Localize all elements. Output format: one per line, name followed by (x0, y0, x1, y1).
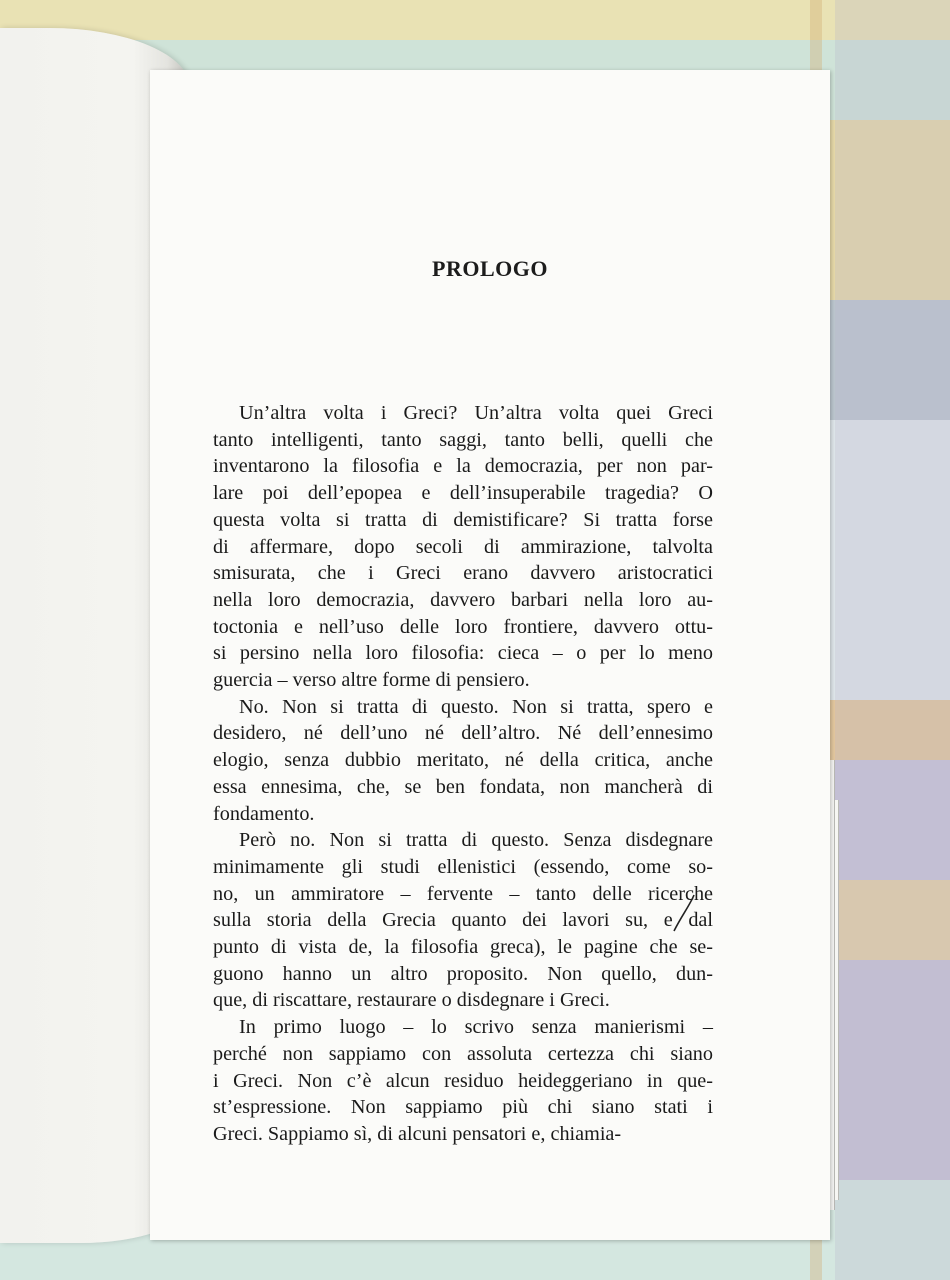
text-line: di affermare, dopo secoli di ammirazione, talvolta (213, 535, 713, 558)
text-line: elogio, senza dubbio meritato, né della critica, anche (213, 749, 713, 772)
text-line: desidero, né dell’uno né dell’altro. Né dell’ennesimo (213, 722, 713, 745)
text-line: smisurata, che i Greci erano davvero aristocratici (213, 562, 713, 585)
text-line: sulla storia della Grecia quanto dei lavori su, e dal (213, 909, 713, 932)
text-line: lare poi dell’epopea e dell’insuperabile tragedia? O (213, 482, 713, 505)
text-line: essa ennesima, che, se ben fondata, non mancherà di (213, 775, 713, 798)
text-line: inventarono la filosofia e la democrazia, per non par- (213, 455, 713, 478)
text-line: punto di vista de, la filosofia greca), le pagine che se- (213, 936, 713, 959)
book-page (150, 70, 830, 1240)
text-line: No. Non si tratta di questo. Non si tratta, spero e (239, 695, 713, 718)
text-line: Greci. Sappiamo sì, di alcuni pensatori e, chiamia- (213, 1122, 622, 1145)
paragraph (213, 694, 713, 828)
paragraph (213, 827, 713, 1014)
text-line: questa volta si tratta di demistificare? Si tratta forse (213, 508, 713, 531)
text-line: guono hanno un altro proposito. Non quello, dun- (213, 962, 713, 985)
text-line: fondamento. (213, 802, 315, 825)
text-line: minimamente gli studi ellenistici (essendo, come so- (213, 855, 713, 878)
paragraph (213, 1014, 713, 1148)
text-line: si persino nella loro filosofia: cieca – o per lo meno (213, 642, 713, 665)
fabric-stripe (835, 0, 950, 1280)
text-line: tanto intelligenti, tanto saggi, tanto belli, quelli che (213, 428, 713, 451)
text-line: guercia – verso altre forme di pensiero. (213, 669, 530, 692)
text-line: perché non sappiamo con assoluta certezza chi siano (213, 1042, 713, 1065)
chapter-title: PROLOGO (432, 256, 548, 281)
text-line: st’espressione. Non sappiamo più chi siano stati i (213, 1096, 713, 1119)
body-text (213, 400, 713, 1148)
text-line: nella loro democrazia, davvero barbari nella loro au- (213, 588, 713, 611)
pen-mark (670, 893, 700, 933)
text-line: no, un ammiratore – fervente – tanto delle ricerche (213, 882, 713, 905)
text-line: Un’altra volta i Greci? Un’altra volta quei Greci (239, 402, 713, 424)
text-line: toctonia e nell’uso delle loro frontiere, davvero ottu- (213, 615, 713, 638)
text-line: In primo luogo – lo scrivo senza manierismi – (239, 1016, 713, 1039)
text-line: i Greci. Non c’è alcun residuo heideggeriano in que- (213, 1069, 713, 1092)
paragraph (213, 400, 713, 694)
text-line: Però no. Non si tratta di questo. Senza disdegnare (239, 829, 713, 852)
text-line: que, di riscattare, restaurare o disdegnare i Greci. (213, 989, 610, 1012)
